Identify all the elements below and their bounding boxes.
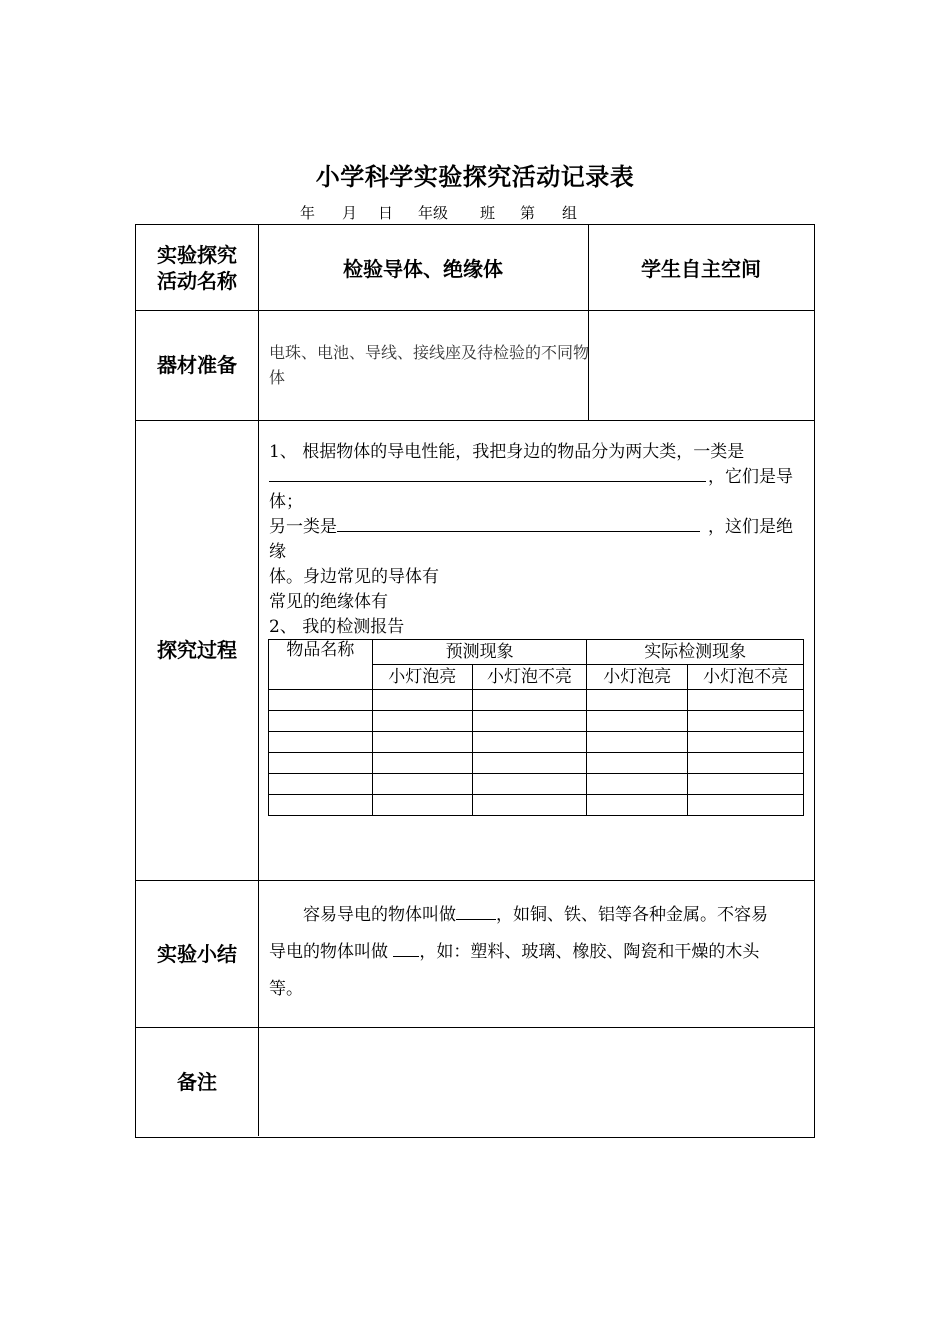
process-content <box>269 440 807 640</box>
student-space-header: 学生自主空间 <box>641 257 761 281</box>
report-cell[interactable] <box>688 795 804 816</box>
group-label: 组 <box>562 204 578 222</box>
remarks-area[interactable] <box>260 1029 812 1134</box>
report-cell[interactable] <box>587 795 688 816</box>
report-cell[interactable] <box>372 690 472 711</box>
table-row <box>269 795 804 816</box>
materials-label: 器材准备 <box>157 353 237 377</box>
q1-insulator-wrap: 缘 <box>269 542 286 562</box>
detection-report-table <box>268 639 804 816</box>
summary-part1: 容易导电的物体叫做 <box>303 905 456 925</box>
report-cell[interactable] <box>269 753 373 774</box>
report-cell[interactable] <box>372 753 472 774</box>
report-cell[interactable] <box>472 795 587 816</box>
summary-part3: 导电的物体叫做 <box>269 942 388 962</box>
report-cell[interactable] <box>269 711 373 732</box>
report-cell[interactable] <box>269 774 373 795</box>
activity-name-label-line2: 活动名称 <box>157 268 237 293</box>
report-cell[interactable] <box>688 711 804 732</box>
q1-conductor-tail: ，它们是导 <box>708 467 793 487</box>
report-cell[interactable] <box>587 711 688 732</box>
q1-insulator-line <box>269 515 807 540</box>
report-cell[interactable] <box>688 774 804 795</box>
report-cell[interactable] <box>587 774 688 795</box>
label-column-divider <box>258 225 259 1136</box>
report-cell[interactable] <box>587 753 688 774</box>
predicted-off: 小灯泡不亮 <box>472 665 587 690</box>
report-cell[interactable] <box>472 774 587 795</box>
report-cell[interactable] <box>269 732 373 753</box>
report-cell[interactable] <box>372 711 472 732</box>
summary-content <box>269 897 809 1008</box>
month-label: 月 <box>342 204 358 222</box>
year-label: 年 <box>300 204 316 222</box>
actual-off: 小灯泡不亮 <box>688 665 804 690</box>
group-actual: 实际检测现象 <box>587 640 804 665</box>
process-label: 探究过程 <box>157 638 237 662</box>
conductor-blank[interactable] <box>269 465 706 482</box>
day-label: 日 <box>378 204 394 222</box>
report-cell[interactable] <box>472 711 587 732</box>
grade-label: 年级 <box>418 204 449 222</box>
report-cell[interactable] <box>688 690 804 711</box>
q1-insulator-tail: ，这们是绝 <box>708 517 793 537</box>
activity-name-value: 检验导体、绝缘体 <box>343 257 503 281</box>
report-cell[interactable] <box>688 732 804 753</box>
report-cell[interactable] <box>372 732 472 753</box>
record-table <box>135 224 815 1138</box>
summary-label: 实验小结 <box>157 941 237 966</box>
report-cell[interactable] <box>472 753 587 774</box>
report-cell[interactable] <box>269 690 373 711</box>
report-cell[interactable] <box>372 795 472 816</box>
class-label: 班 <box>480 204 496 222</box>
report-cell[interactable] <box>372 774 472 795</box>
table-row <box>269 690 804 711</box>
q2-intro: 2、 我的检测报告 <box>269 617 405 637</box>
actual-on: 小灯泡亮 <box>587 665 688 690</box>
materials-text: 电珠、电池、导线、接线座及待检验的不同物体 <box>269 343 590 387</box>
q1-common-insulators: 常见的绝缘体有 <box>269 592 388 612</box>
predicted-on: 小灯泡亮 <box>372 665 472 690</box>
q1-conductor-wrap: 体； <box>269 492 303 512</box>
insulator-term-blank[interactable] <box>393 938 419 957</box>
table-row <box>269 774 804 795</box>
page-title: 小学科学实验探究活动记录表 <box>315 163 635 191</box>
report-cell[interactable] <box>587 690 688 711</box>
col-item-name: 物品名称 <box>269 640 373 690</box>
remarks-label: 备注 <box>177 1069 217 1094</box>
report-cell[interactable] <box>587 732 688 753</box>
summary-part2: ，如铜、铁、铝等各种金属。不容易 <box>496 905 768 925</box>
summary-part4: ，如：塑料、玻璃、橡胶、陶瓷和干燥的木头 <box>419 942 760 962</box>
q1-conductor-line <box>269 465 807 490</box>
group-predicted: 预测现象 <box>372 640 587 665</box>
report-cell[interactable] <box>269 795 373 816</box>
table-row <box>269 732 804 753</box>
summary-line2 <box>269 934 809 971</box>
activity-name-label-line1: 实验探究 <box>157 242 237 267</box>
q1-common-conductors: 体。身边常见的导体有 <box>269 567 439 587</box>
ordinal-label: 第 <box>520 204 536 222</box>
report-cell[interactable] <box>472 732 587 753</box>
summary-line1 <box>269 897 809 934</box>
q1-other-prefix: 另一类是 <box>269 517 337 537</box>
summary-part5: 等。 <box>269 979 303 999</box>
activity-name-label <box>136 225 258 310</box>
table-row <box>269 711 804 732</box>
q1-intro: 1、 根据物体的导电性能，我把身边的物品分为两大类，一类是 <box>269 442 745 462</box>
insulator-blank[interactable] <box>337 515 700 532</box>
table-row <box>269 753 804 774</box>
conductor-term-blank[interactable] <box>456 901 496 920</box>
report-cell[interactable] <box>688 753 804 774</box>
report-cell[interactable] <box>472 690 587 711</box>
